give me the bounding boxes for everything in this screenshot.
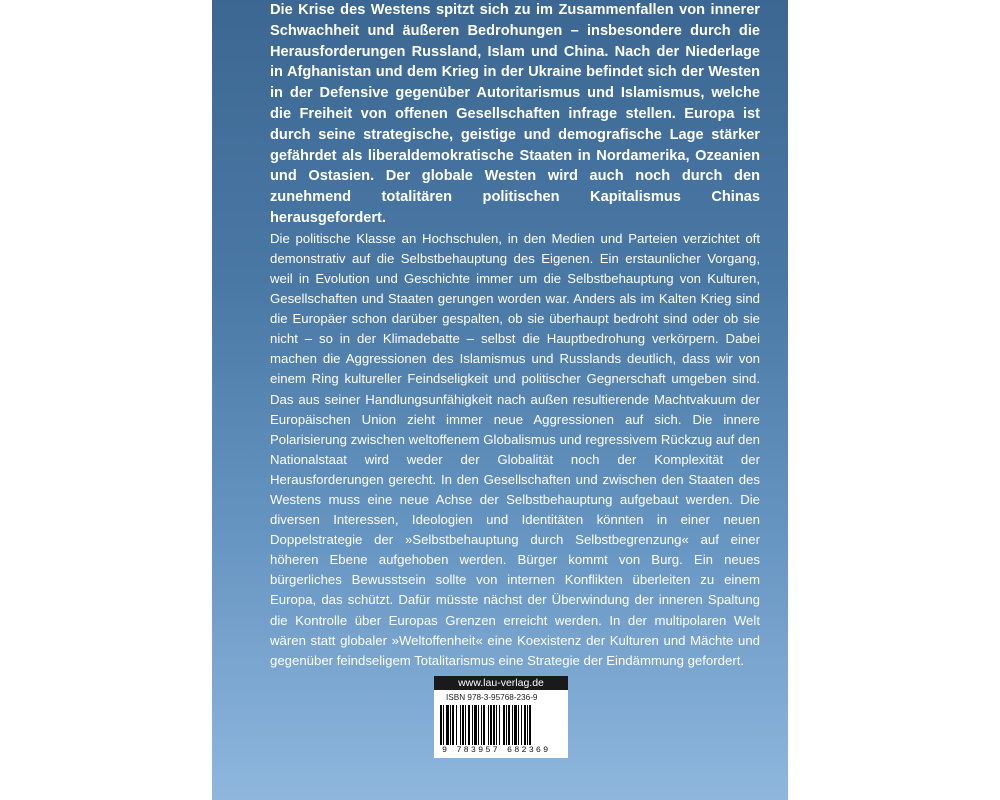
barcode-bar — [483, 705, 485, 745]
barcode-bar — [443, 705, 444, 745]
barcode-bar — [488, 705, 489, 745]
barcode-bar — [503, 705, 505, 745]
barcode-bar — [512, 705, 513, 745]
barcode-digits: 9 783957 682369 — [442, 745, 551, 755]
blurb-body: Die politische Klasse an Hochschulen, in den Medien und Parteien verzichtet oft demonstrativ auf die Selbstbehauptung des Eigenen. Ein erstaunlicher Vorgang, weil in Evolution und Geschichte immer um die Selbstbehauptung von Kulturen, Gesellschaften und Staaten gerungen worden war. Anders als im Kalten Krieg sind die Europäer schon darüber gespalten, ob sie überhaupt bedroht sind oder ob sie nicht – so in der Klimadebatte – selbst die Hauptbedrohung verkörpern. Dabei machen die Aggressionen des Islamismus und Russlands deutlich, dass wir von einem Ring kultureller Feindseligkeit und politischer Gegnerschaft umgeben sind. Das aus seiner Handlungsunfähigkeit nach außen resultierende Machtvakuum der Europäischen Union zieht immer neue Aggressionen auf sich. Die innere Polarisierung zwischen weltoffenem Globalismus und regressivem Rückzug auf den Nationalstaat wird weder der Globalität noch der Komplexität der Herausforderungen gerecht. In den Gesellschaften und zwischen den Staaten des Westens muss eine neue Achse der Selbstbehauptung aufgebaut werden. Die diversen Interessen, Ideologien und Identitäten könnten in einer neuen Doppelstrategie der »Selbstbehauptung durch Selbstbegrenzung« auf einer höheren Ebene aufgehoben werden. Bürger kommt von Burg. Ein neues bürgerliches Bewusstsein sollte von internen Konflikten überleiten zu einem Europa, das schützt. Dafür müsste nächst der Überwindung der inneren Spaltung die Kontrolle über Europas Grenzen erreicht werden. In der multipolaren Welt wären statt globaler »Weltoffenheit« eine Koexistenz der Kulturen und Mächte und gegenüber feindseligem Totalitarismus eine Strategie der Eindämmung gefordert. — [270, 230, 760, 668]
barcode-bar — [490, 705, 492, 745]
blurb-text — [270, 0, 760, 671]
barcode-bar — [514, 705, 517, 745]
barcode-bar — [521, 705, 522, 745]
barcode-bar — [465, 705, 466, 745]
barcode-bar — [472, 705, 473, 745]
barcode-bar — [496, 705, 497, 745]
barcode-bar — [524, 705, 526, 745]
barcode-bar — [508, 705, 510, 745]
barcode-bar — [506, 705, 507, 745]
barcode-bar — [499, 705, 500, 745]
barcode-bar — [493, 705, 495, 745]
barcode-bar — [478, 705, 479, 745]
barcode-image — [440, 705, 562, 745]
blurb-intro: Die Krise des Westens spitzt sich zu im Zusammenfallen von innerer Schwachheit und äußeren Bedrohungen – insbesondere durch die Herausforderungen Russland, Islam und China. Nach der Niederlage in Afghanistan und dem Krieg in der Ukraine befindet sich der Westen in der Defensive gegenüber Autoritarismus und Islamismus, welche die Freiheit von offenen Gesellschaften infrage stellen. Europa ist durch seine strategische, geistige und demografische Lage stärker gefährdet als liberaldemokratische Staaten in Nordamerika, Ozeanien und Ostasien. Der globale Westen wird auch noch durch den zunehmend totalitären politischen Kapitalismus Chinas herausgefordert. — [270, 2, 760, 226]
barcode-bar — [468, 705, 470, 745]
barcode-bar — [529, 705, 531, 745]
barcode-bar — [450, 705, 451, 745]
barcode-bar — [518, 705, 519, 745]
barcode-bar — [440, 705, 442, 745]
barcode-bar — [456, 705, 457, 745]
back-cover — [212, 0, 788, 800]
barcode-bar — [474, 705, 477, 745]
barcode-bar — [446, 705, 449, 745]
barcode-bar — [452, 705, 454, 745]
isbn-barcode-box — [434, 676, 568, 758]
isbn-label: ISBN 978-3-95768-236-9 — [446, 693, 538, 702]
barcode-bar — [462, 705, 464, 745]
barcode-bar — [460, 705, 461, 745]
barcode-bar — [527, 705, 528, 745]
publisher-url: www.lau-verlag.de — [434, 676, 568, 690]
barcode-bar — [481, 705, 482, 745]
